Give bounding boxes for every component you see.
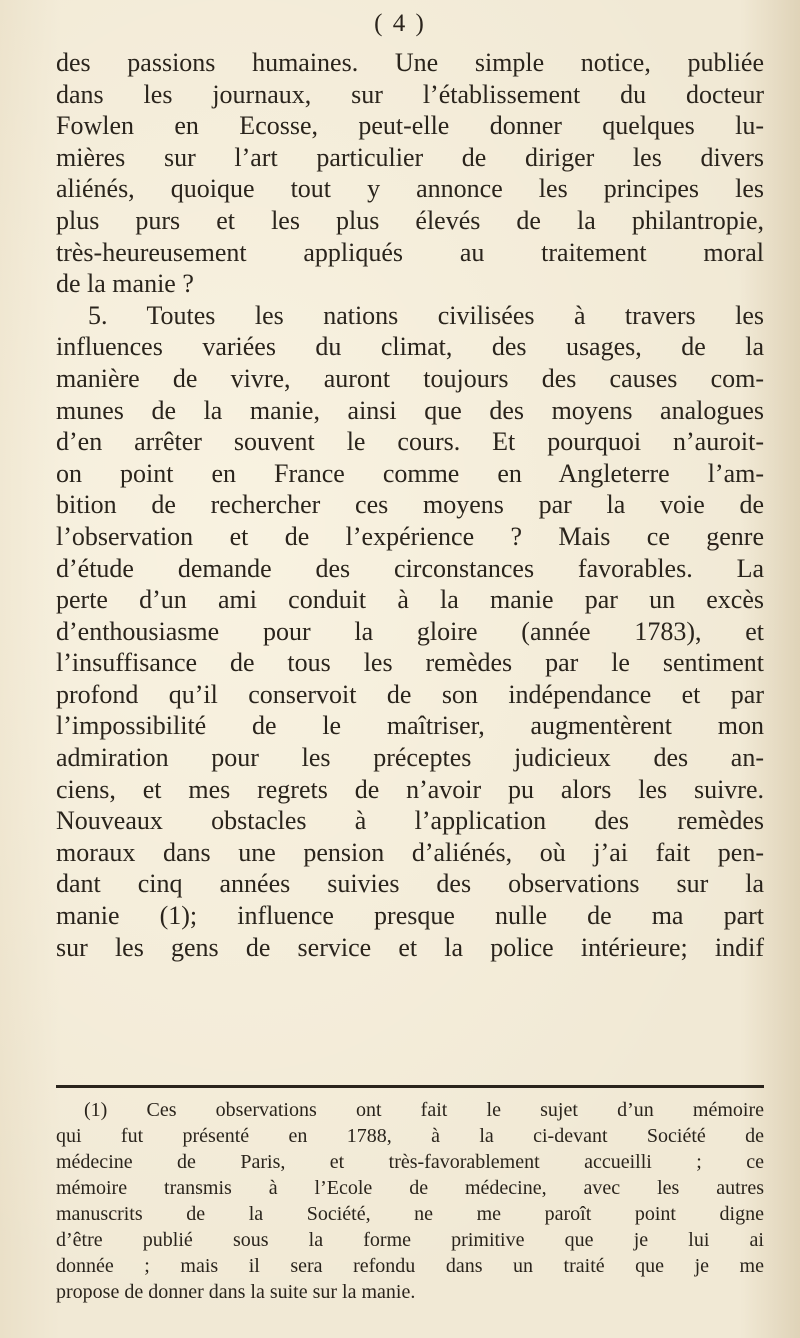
footnote-line: donnée ; mais il sera refondu dans un traité que je me xyxy=(56,1255,764,1277)
text-line: perte d’un ami conduit à la manie par un excès xyxy=(56,585,764,615)
text-line: manière de vivre, auront toujours des causes com- xyxy=(56,363,764,393)
text-line: bition de rechercher ces moyens par la voie de xyxy=(56,490,764,520)
text-line: d’en arrêter souvent le cours. Et pourquoi n’auroit- xyxy=(56,427,764,457)
paragraph-start-line: 5. Toutes les nations civilisées à travers les xyxy=(88,300,764,330)
text-line: profond qu’il conservoit de son indépendance et par xyxy=(56,679,764,709)
text-line: admiration pour les préceptes judicieux des an- xyxy=(56,743,764,773)
text-line: plus purs et les plus élevés de la philantropie, xyxy=(56,205,764,235)
text-line: dant cinq années suivies des observations sur la xyxy=(56,869,764,899)
text-line: des passions humaines. Une simple notice, publiée xyxy=(56,48,764,77)
footnote-line: manuscrits de la Société, ne me paroît point digne xyxy=(56,1203,764,1225)
footnote-line: d’être publié sous la forme primitive que je lui ai xyxy=(56,1229,764,1251)
text-line: d’étude demande des circonstances favorables. La xyxy=(56,553,764,583)
text-line: influences variées du climat, des usages, de la xyxy=(56,332,764,362)
footnote-line: mémoire transmis à l’Ecole de médecine, avec les autres xyxy=(56,1177,764,1199)
text-line: l’observation et de l’expérience ? Mais ce genre xyxy=(56,521,764,551)
text-line: très-heureusement appliqués au traitement moral xyxy=(56,237,764,267)
text-line: munes de la manie, ainsi que des moyens analogues xyxy=(56,395,764,425)
text-line: sur les gens de service et la police intérieure; indif xyxy=(56,932,764,962)
text-line: on point en France comme en Angleterre l’am- xyxy=(56,458,764,488)
footnote-line: propose de donner dans la suite sur la manie. xyxy=(56,1281,416,1303)
footnote-line: qui fut présenté en 1788, à la ci-devant Société de xyxy=(56,1125,764,1147)
page-number: ( 4 ) xyxy=(374,10,426,37)
text-line: dans les journaux, sur l’établissement du docteur xyxy=(56,79,764,109)
text-line: d’enthousiasme pour la gloire (année 1783), et xyxy=(56,616,764,646)
main-text xyxy=(56,47,764,963)
text-line: Fowlen en Ecosse, peut-elle donner quelques lu- xyxy=(56,111,764,141)
text-line: l’impossibilité de le maîtriser, augmentèrent mon xyxy=(56,711,764,741)
text-line: mières sur l’art particulier de diriger les divers xyxy=(56,142,764,172)
text-line: moraux dans une pension d’aliénés, où j’ai fait pen- xyxy=(56,837,764,867)
text-line: manie (1); influence presque nulle de ma part xyxy=(56,901,764,931)
text-line: de la manie ? xyxy=(56,269,194,299)
text-line: ciens, et mes regrets de n’avoir pu alors les suivre. xyxy=(56,774,764,804)
footnote xyxy=(56,1097,764,1305)
footnote-line: médecine de Paris, et très-favorablement accueilli ; ce xyxy=(56,1151,764,1173)
footnote-line: (1) Ces observations ont fait le sujet d’un mémoire xyxy=(84,1099,764,1121)
text-line: l’insuffisance de tous les remèdes par le sentiment xyxy=(56,648,764,678)
footnote-divider xyxy=(56,1085,764,1088)
text-line: Nouveaux obstacles à l’application des remèdes xyxy=(56,806,764,836)
text-line: aliénés, quoique tout y annonce les principes les xyxy=(56,174,764,204)
